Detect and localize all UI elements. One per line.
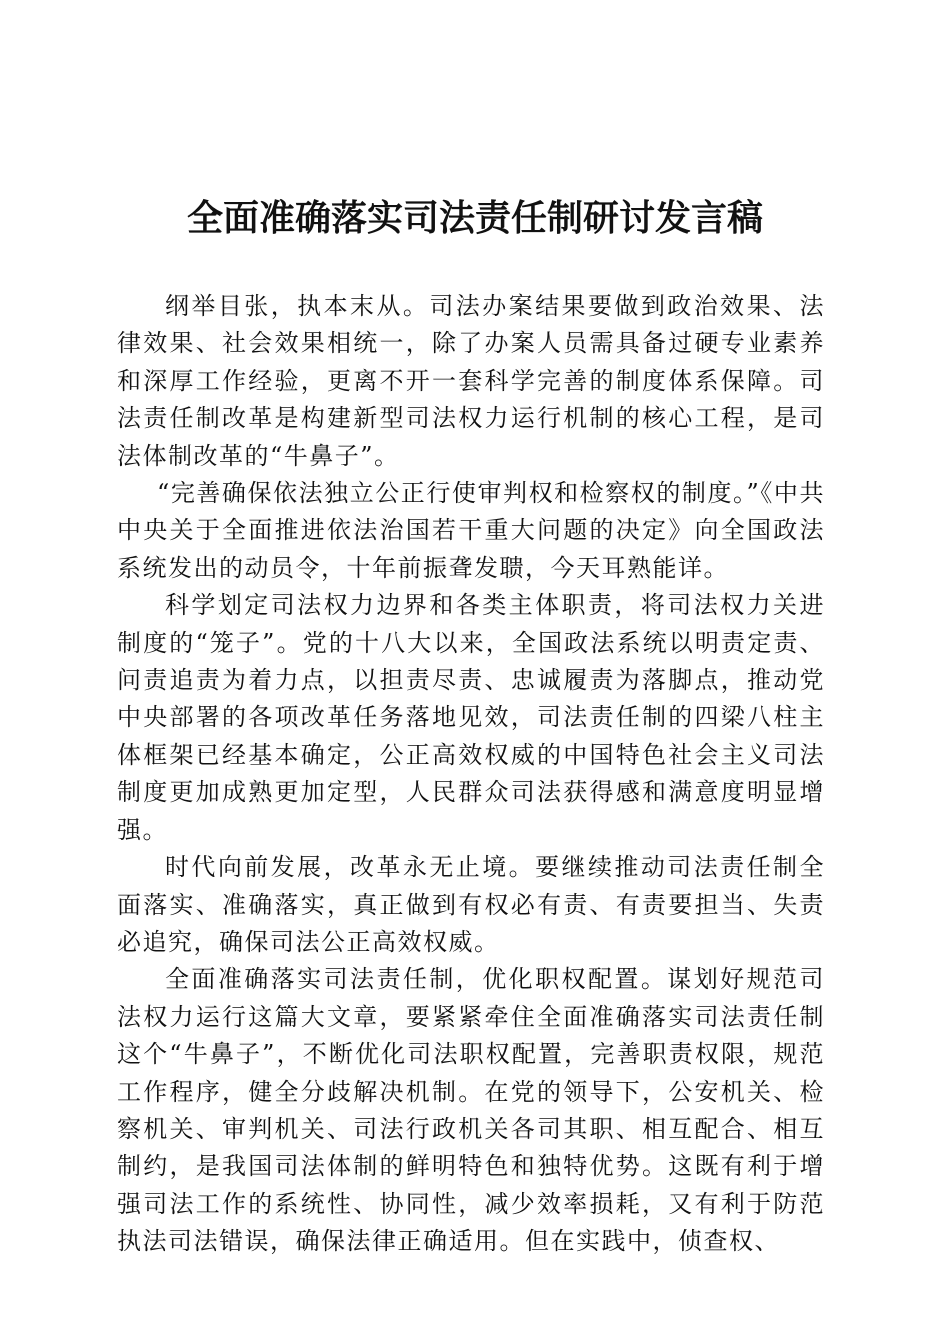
paragraph-1: 纲举目张，执本末从。司法办案结果要做到政治效果、法律效果、社会效果相统一，除了办案人员需具备过硬专业素养和深厚工作经验，更离不开一套科学完善的制度体系保障。司法责任制改革是构建新型司法权力运行机制的核心工程，是司法体制改革的“牛鼻子”。 [117, 292, 825, 470]
paragraph-4: 时代向前发展，改革永无止境。要继续推动司法责任制全面落实、准确落实，真正做到有权必有责、有责要担当、失责必追究，确保司法公正高效权威。 [117, 853, 825, 956]
paragraph-2: “完善确保依法独立公正行使审判权和检察权的制度。”《中共中央关于全面推进依法治国若干重大问题的决定》向全国政法系统发出的动员令，十年前振聋发聩，今天耳熟能详。 [117, 479, 825, 582]
document-body [117, 288, 825, 1261]
paragraph-5: 全面准确落实司法责任制，优化职权配置。谋划好规范司法权力运行这篇大文章，要紧紧牵住全面准确落实司法责任制这个“牛鼻子”，不断优化司法职权配置，完善职责权限，规范工作程序，健全分歧解决机制。在党的领导下，公安机关、检察机关、审判机关、司法行政机关各司其职、相互配合、相互制约，是我国司法体制的鲜明特色和独特优势。这既有利于增强司法工作的系统性、协同性，减少效率损耗，又有利于防范执法司法错误，确保法律正确适用。但在实践中，侦查权、 [117, 965, 825, 1256]
document-title: 全面准确落实司法责任制研讨发言稿 [186, 197, 763, 239]
paragraph-3: 科学划定司法权力边界和各类主体职责，将司法权力关进制度的“笼子”。党的十八大以来，全国政法系统以明责定责、问责追责为着力点，以担责尽责、忠诚履责为落脚点，推动党中央部署的各项改革任务落地见效，司法责任制的四梁八柱主体框架已经基本确定，公正高效权威的中国特色社会主义司法制度更加成熟更加定型，人民群众司法获得感和满意度明显增强。 [117, 591, 825, 844]
